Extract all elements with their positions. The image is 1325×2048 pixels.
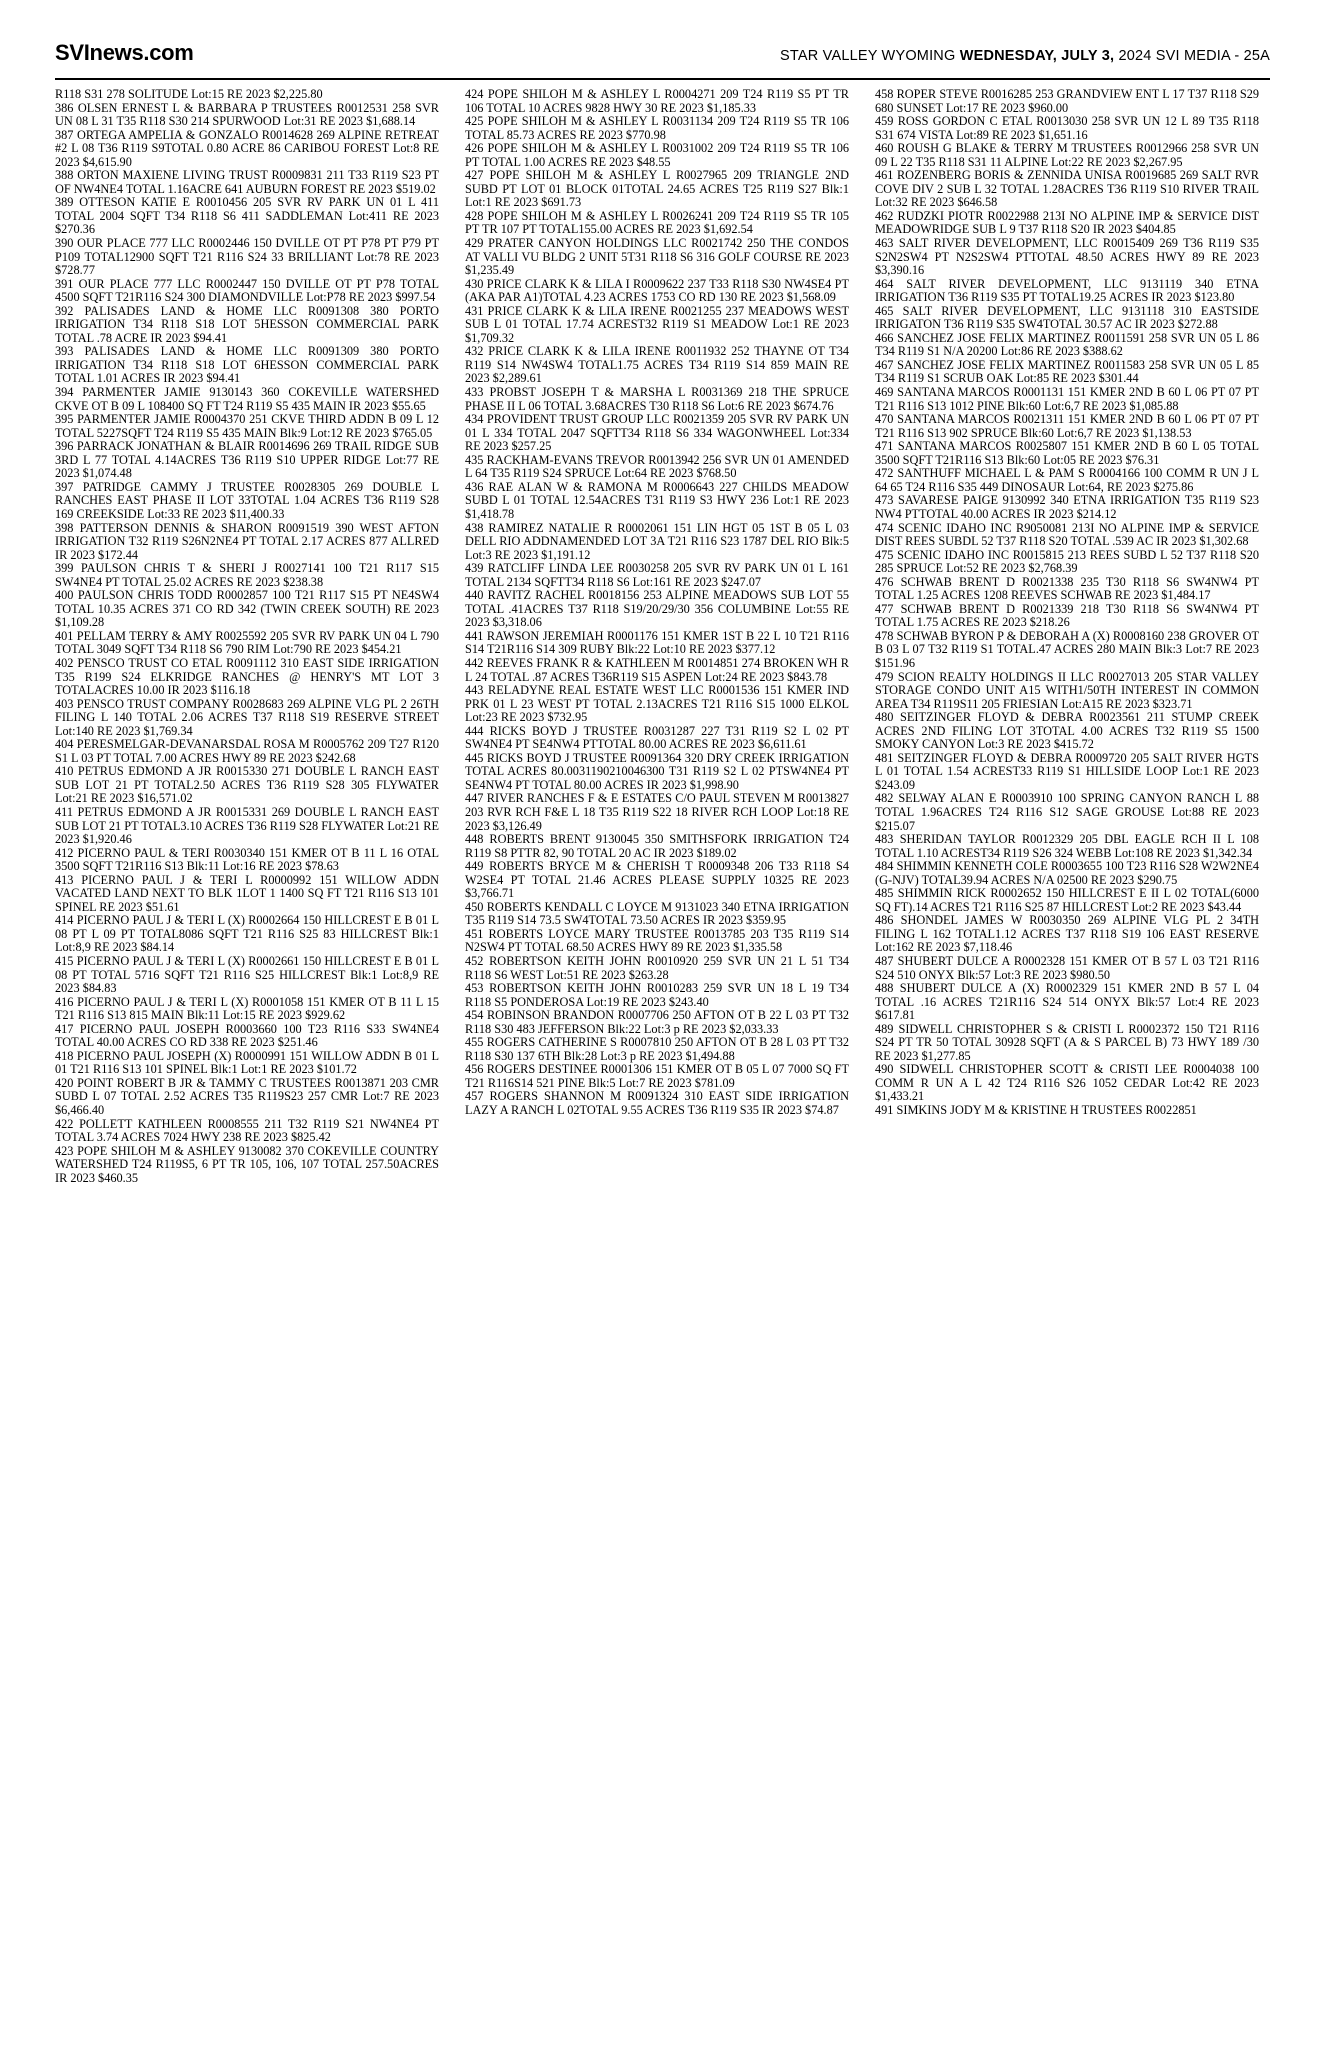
notice-entry: 471 SANTANA MARCOS R0025807 151 KMER 2ND B 60 L 05 TOTAL 3500 SQFT T21R116 S13 Blk:60 Lot:05 RE 2023 $76.31 xyxy=(875,439,1259,467)
notice-entry: 387 ORTEGA AMPELIA & GONZALO R0014628 269 ALPINE RETREAT #2 L 08 T36 R119 S9TOTAL 0.80 ACRE 86 CARIBOU FOREST Lot:8 RE 2023 $4,615.90 xyxy=(55,127,439,169)
notice-entry: 474 SCENIC IDAHO INC R9050081 213I NO ALPINE IMP & SERVICE DIST REES SUBDL 52 T37 R118 S20 TOTAL .539 AC IR 2023 $1,302.68 xyxy=(875,520,1259,549)
notice-entry: 480 SEITZINGER FLOYD & DEBRA R0023561 211 STUMP CREEK ACRES 2ND FILING LOT 3TOTAL 4.00 ACRES T32 R119 S5 1500 SMOKY CANYON Lot:3 RE 2023 $415.72 xyxy=(875,710,1259,752)
notice-entry: 485 SHIMMIN RICK R0002652 150 HILLCREST E II L 02 TOTAL(6000 SQ FT).14 ACRES T21 R116 S25 87 HILLCREST Lot:2 RE 2023 $43.44 xyxy=(875,886,1259,914)
notice-entry: 467 SANCHEZ JOSE FELIX MARTINEZ R0011583 258 SVR UN 05 L 85 T34 R119 S1 SCRUB OAK Lot:85 RE 2023 $301.44 xyxy=(875,357,1259,386)
notice-entry: 418 PICERNO PAUL JOSEPH (X) R0000991 151 WILLOW ADDN B 01 L 01 T21 R116 S13 101 SPINEL Blk:1 Lot:1 RE 2023 $101.72 xyxy=(55,1048,439,1077)
notice-entry: 440 RAVITZ RACHEL R0018156 253 ALPINE MEADOWS SUB LOT 55 TOTAL .41ACRES T37 R118 S19/20/29/30 356 COLUMBINE Lot:55 RE 2023 $3,318.06 xyxy=(465,588,849,630)
notice-entry: 393 PALISADES LAND & HOME LLC R0091309 380 PORTO IRRIGATION T34 R118 S18 LOT 6HESSON COMMERCIAL PARK TOTAL 1.01 ACRES IR 2023 $94.41 xyxy=(55,344,439,386)
notice-entry: 482 SELWAY ALAN E R0003910 100 SPRING CANYON RANCH L 88 TOTAL 1.96ACRES T24 R116 S12 SAGE GROUSE Lot:88 RE 2023 $215.07 xyxy=(875,791,1259,833)
notice-entry: 435 RACKHAM-EVANS TREVOR R0013942 256 SVR UN 01 AMENDED L 64 T35 R119 S24 SPRUCE Lot:64 RE 2023 $768.50 xyxy=(465,452,849,481)
notice-entry: 414 PICERNO PAUL J & TERI L (X) R0002664 150 HILLCREST E B 01 L 08 PT L 09 PT TOTAL8086 SQFT T21 R116 S25 83 HILLCREST Blk:1 Lot:8,9 RE 2023 $84.14 xyxy=(55,913,439,955)
notice-entry: 436 RAE ALAN W & RAMONA M R0006643 227 CHILDS MEADOW SUBD L 01 TOTAL 12.54ACRES T31 R119 S3 HWY 236 Lot:1 RE 2023 $1,418.78 xyxy=(465,479,849,521)
notice-entry: 443 RELADYNE REAL ESTATE WEST LLC R0001536 151 KMER IND PRK 01 L 23 WEST PT TOTAL 2.13ACRES T21 R116 S15 1000 ELKOL Lot:23 RE 2023 $732.95 xyxy=(465,683,849,725)
notice-entry: 411 PETRUS EDMOND A JR R0015331 269 DOUBLE L RANCH EAST SUB LOT 21 PT TOTAL3.10 ACRES T36 R119 S28 FLYWATER Lot:21 RE 2023 $1,920.46 xyxy=(55,804,439,847)
notice-entry: 439 RATCLIFF LINDA LEE R0030258 205 SVR RV PARK UN 01 L 161 TOTAL 2134 SQFTT34 R118 S6 Lot:161 RE 2023 $247.07 xyxy=(465,561,849,589)
notice-entry: 479 SCION REALTY HOLDINGS II LLC R0027013 205 STAR VALLEY STORAGE CONDO UNIT A15 WITH1/50TH INTEREST IN COMMON AREA T34 R119S11 205 FRIESIAN Lot:A15 RE 2023 $323.71 xyxy=(875,669,1259,711)
masthead-location: STAR VALLEY WYOMING xyxy=(780,48,960,64)
notice-entry: 400 PAULSON CHRIS TODD R0002857 100 T21 R117 S15 PT NE4SW4 TOTAL 10.35 ACRES 371 CO RD 342 (TWIN CREEK SOUTH) RE 2023 $1,109.28 xyxy=(55,588,439,630)
notice-entry: 466 SANCHEZ JOSE FELIX MARTINEZ R0011591 258 SVR UN 05 L 86 T34 R119 S1 N/A 20200 Lot:86 RE 2023 $388.62 xyxy=(875,330,1259,359)
notice-entry: 396 PARRACK JONATHAN & BLAIR R0014696 269 TRAIL RIDGE SUB 3RD L 77 TOTAL 4.14ACRES T36 R119 S10 UPPER RIDGE Lot:77 RE 2023 $1,074.48 xyxy=(55,439,439,481)
notice-entry: 388 ORTON MAXIENE LIVING TRUST R0009831 211 T33 R119 S23 PT OF NW4NE4 TOTAL 1.16ACRE 641 AUBURN FOREST RE 2023 $519.02 xyxy=(55,168,439,196)
notice-entry: 444 RICKS BOYD J TRUSTEE R0031287 227 T31 R119 S2 L 02 PT SW4NE4 PT SE4NW4 PTTOTAL 80.00 ACRES RE 2023 $6,611.61 xyxy=(465,723,849,752)
notice-entry: 392 PALISADES LAND & HOME LLC R0091308 380 PORTO IRRIGATION T34 R118 S18 LOT 5HESSON COMMERCIAL PARK TOTAL .78 ACRE IR 2023 $94.41 xyxy=(55,303,439,345)
notice-entry: 454 ROBINSON BRANDON R0007706 250 AFTON OT B 22 L 03 PT T32 R118 S30 483 JEFFERSON Blk:22 Lot:3 p RE 2023 $2,033.33 xyxy=(465,1008,849,1036)
notice-entry: 433 PROBST JOSEPH T & MARSHA L R0031369 218 THE SPRUCE PHASE II L 06 TOTAL 3.68ACRES T30 R118 S6 Lot:6 RE 2023 $674.76 xyxy=(465,385,849,413)
notice-entry: 410 PETRUS EDMOND A JR R0015330 271 DOUBLE L RANCH EAST SUB LOT 21 PT TOTAL2.50 ACRES T36 R119 S28 305 FLYWATER Lot:21 RE 2023 $16,571.02 xyxy=(55,764,439,806)
notice-entry: 416 PICERNO PAUL J & TERI L (X) R0001058 151 KMER OT B 11 L 15 T21 R116 S13 815 MAIN Blk:11 Lot:15 RE 2023 $929.62 xyxy=(55,994,439,1023)
notice-entry: R118 S31 278 SOLITUDE Lot:15 RE 2023 $2,225.80 xyxy=(55,87,323,101)
masthead-site-name: SVInews.com xyxy=(55,40,194,65)
notice-entry: 470 SANTANA MARCOS R0021311 151 KMER 2ND B 60 L 06 PT 07 PT T21 R116 S13 902 SPRUCE Blk:60 Lot:6,7 RE 2023 $1,138.53 xyxy=(875,412,1259,440)
notice-entry: 391 OUR PLACE 777 LLC R0002447 150 DVILLE OT PT P78 TOTAL 4500 SQFT T21R116 S24 300 DIAMONDVILLE Lot:P78 RE 2023 $997.54 xyxy=(55,276,439,305)
notice-entry: 481 SEITZINGER FLOYD & DEBRA R0009720 205 SALT RIVER HGTS L 01 TOTAL 1.54 ACREST33 R119 S1 HILLSIDE LOOP Lot:1 RE 2023 $243.09 xyxy=(875,750,1259,792)
notice-entry: 390 OUR PLACE 777 LLC R0002446 150 DVILLE OT PT P78 PT P79 PT P109 TOTAL12900 SQFT T21 R116 S24 33 BRILLIANT Lot:78 RE 2023 $728.77 xyxy=(55,236,439,278)
notice-entry: 422 POLLETT KATHLEEN R0008555 211 T32 R119 S21 NW4NE4 PT TOTAL 3.74 ACRES 7024 HWY 238 RE 2023 $825.42 xyxy=(55,1116,439,1145)
notice-entry: 477 SCHWAB BRENT D R0021339 218 T30 R118 S6 SW4NW4 PT TOTAL 1.75 ACRES RE 2023 $218.26 xyxy=(875,601,1259,630)
notice-entry: 395 PARMENTER JAMIE R0004370 251 CKVE THIRD ADDN B 09 L 12 TOTAL 5227SQFT T24 R119 S5 435 MAIN Blk:9 Lot:12 RE 2023 $765.05 xyxy=(55,412,439,440)
notice-entry: 398 PATTERSON DENNIS & SHARON R0091519 390 WEST AFTON IRRIGATION T32 R119 S26N2NE4 PT TOTAL 2.17 ACRES 877 ALLRED IR 2023 $172.44 xyxy=(55,520,439,562)
notice-entry: 404 PERESMELGAR-DEVANARSDAL ROSA M R0005762 209 T27 R120 S1 L 03 PT TOTAL 7.00 ACRES HWY 89 RE 2023 $242.68 xyxy=(55,737,439,765)
notice-entry: 465 SALT RIVER DEVELOPMENT, LLC 9131118 310 EASTSIDE IRRIGATON T36 R119 S35 SW4TOTAL 30.57 AC IR 2023 $272.88 xyxy=(875,303,1259,332)
notice-entry: 464 SALT RIVER DEVELOPMENT, LLC 9131119 340 ETNA IRRIGATION T36 R119 S35 PT TOTAL19.25 ACRES IR 2023 $123.80 xyxy=(875,276,1259,305)
masthead-date: WEDNESDAY, JULY 3, xyxy=(959,48,1115,64)
notice-entry: 483 SHERIDAN TAYLOR R0012329 205 DBL EAGLE RCH II L 108 TOTAL 1.10 ACREST34 R119 S26 324 WEBB Lot:108 RE 2023 $1,342.34 xyxy=(875,832,1259,860)
notice-entry: 490 SIDWELL CHRISTOPHER SCOTT & CRISTI LEE R0004038 100 COMM R UN A L 42 T24 R116 S26 1052 CEDAR Lot:42 RE 2023 $1,433.21 xyxy=(875,1062,1259,1104)
notice-entry: 424 POPE SHILOH M & ASHLEY L R0004271 209 T24 R119 S5 PT TR 106 TOTAL 10 ACRES 9828 HWY 30 RE 2023 $1,185.33 xyxy=(465,87,849,115)
notice-entry: 462 RUDZKI PIOTR R0022988 213I NO ALPINE IMP & SERVICE DIST MEADOWRIDGE SUB L 9 T37 R118 S20 IR 2023 $404.85 xyxy=(875,208,1259,237)
notice-entry: 489 SIDWELL CHRISTOPHER S & CRISTI L R0002372 150 T21 R116 S24 PT TR 50 TOTAL 30928 SQFT (A & S PARCEL B) 73 HWY 189 /30 RE 2023 $1,277.85 xyxy=(875,1021,1259,1063)
notice-entry: 459 ROSS GORDON C ETAL R0013030 258 SVR UN 12 L 89 T35 R118 S31 674 VISTA Lot:89 RE 2023 $1,651.16 xyxy=(875,114,1259,142)
notice-entry: 428 POPE SHILOH M & ASHLEY L R0026241 209 T24 R119 S5 TR 105 PT TR 107 PT TOTAL155.00 ACRES RE 2023 $1,692.54 xyxy=(465,208,849,237)
notice-entry: 461 ROZENBERG BORIS & ZENNIDA UNISA R0019685 269 SALT RVR COVE DIV 2 SUB L 32 TOTAL 1.28ACRES T36 R119 S10 RIVER TRAIL Lot:32 RE 2023 $646.58 xyxy=(875,168,1259,210)
notice-entry: 399 PAULSON CHRIS T & SHERI J R0027141 100 T21 R117 S15 SW4NE4 PT TOTAL 25.02 ACRES RE 2023 $238.38 xyxy=(55,561,439,589)
notice-entry: 472 SANTHUFF MICHAEL L & PAM S R0004166 100 COMM R UN J L 64 65 T24 R116 S35 449 DINOSAUR Lot:64, RE 2023 $275.86 xyxy=(875,466,1259,494)
notice-entry: 491 SIMKINS JODY M & KRISTINE H TRUSTEES R0022851 xyxy=(875,1103,1197,1118)
notice-entry: 463 SALT RIVER DEVELOPMENT, LLC R0015409 269 T36 R119 S35 S2N2SW4 PT N2S2SW4 PTTOTAL 48.50 ACRES HWY 89 RE 2023 $3,390.16 xyxy=(875,236,1259,278)
notice-entry: 478 SCHWAB BYRON P & DEBORAH A (X) R0008160 238 GROVER OT B 03 L 07 T32 R119 S1 TOTAL.47 ACRES 280 MAIN Blk:3 Lot:7 RE 2023 $151.96 xyxy=(875,628,1259,670)
notice-entry: 397 PATRIDGE CAMMY J TRUSTEE R0028305 269 DOUBLE L RANCHES EAST PHASE II LOT 33TOTAL 1.04 ACRES T36 R119 S28 169 CREEKSIDE Lot:33 RE 2023 $11,400.33 xyxy=(55,479,439,521)
notice-entry: 486 SHONDEL JAMES W R0030350 269 ALPINE VLG PL 2 34TH FILING L 162 TOTAL1.12 ACRES T37 R118 S19 106 EAST RESERVE Lot:162 RE 2023 $7,118.46 xyxy=(875,913,1259,955)
notice-entry: 426 POPE SHILOH M & ASHLEY L R0031002 209 T24 R119 S5 TR 106 PT TOTAL 1.00 ACRES RE 2023 $48.55 xyxy=(465,141,849,169)
notice-entry: 429 PRATER CANYON HOLDINGS LLC R0021742 250 THE CONDOS AT VALLI VU BLDG 2 UNIT 5T31 R118 S6 316 GOLF COURSE RE 2023 $1,235.49 xyxy=(465,236,849,278)
masthead xyxy=(55,40,1270,74)
notice-entry: 487 SHUBERT DULCE A R0002328 151 KMER OT B 57 L 03 T21 R116 S24 510 ONYX Blk:57 Lot:3 RE 2023 $980.50 xyxy=(875,954,1259,982)
notice-entry: 432 PRICE CLARK K & LILA IRENE R0011932 252 THAYNE OT T34 R119 S14 NW4SW4 TOTAL1.75 ACRES T34 R119 S14 859 MAIN RE 2023 $2,289.61 xyxy=(465,344,849,386)
notice-entry: 453 ROBERTSON KEITH JOHN R0010283 259 SVR UN 18 L 19 T34 R118 S5 PONDEROSA Lot:19 RE 2023 $243.40 xyxy=(465,981,849,1009)
notice-entry: 425 POPE SHILOH M & ASHLEY L R0031134 209 T24 R119 S5 TR 106 TOTAL 85.73 ACRES RE 2023 $770.98 xyxy=(465,114,849,142)
legal-notice-columns xyxy=(55,88,1270,2018)
notice-entry: 389 OTTESON KATIE E R0010456 205 SVR RV PARK UN 01 L 411 TOTAL 2004 SQFT T34 R118 S6 411 SADDLEMAN Lot:411 RE 2023 $270.36 xyxy=(55,195,439,237)
notice-entry: 412 PICERNO PAUL & TERI R0030340 151 KMER OT B 11 L 16 OTAL 3500 SQFT T21R116 S13 Blk:11 Lot:16 RE 2023 $78.63 xyxy=(55,845,439,874)
notice-entry: 452 ROBERTSON KEITH JOHN R0010920 259 SVR UN 21 L 51 T34 R118 S6 WEST Lot:51 RE 2023 $263.28 xyxy=(465,954,849,982)
notice-entry: 475 SCENIC IDAHO INC R0015815 213 REES SUBD L 52 T37 R118 S20 285 SPRUCE Lot:52 RE 2023 $2,768.39 xyxy=(875,547,1259,576)
notice-entry: 415 PICERNO PAUL J & TERI L (X) R0002661 150 HILLCREST E B 01 L 08 PT TOTAL 5716 SQFT T21 R116 S25 HILLCREST Blk:1 Lot:8,9 RE 2023 $84.83 xyxy=(55,954,439,996)
notice-entry: 488 SHUBERT DULCE A (X) R0002329 151 KMER 2ND B 57 L 04 TOTAL .16 ACRES T21R116 S24 514 ONYX Blk:57 Lot:4 RE 2023 $617.81 xyxy=(875,981,1259,1023)
notice-entry: 445 RICKS BOYD J TRUSTEE R0091364 320 DRY CREEK IRRIGATION TOTAL ACRES 80.0031190210046300 T31 R119 S2 L 02 PTSW4NE4 PT SE4NW4 PT TOTAL 80.00 ACRES IR 2023 $1,998.90 xyxy=(465,750,849,792)
notice-entry: 447 RIVER RANCHES F & E ESTATES C/O PAUL STEVEN M R0013827 203 RVR RCH F&E L 18 T35 R119 S22 18 RIVER RCH LOOP Lot:18 RE 2023 $3,126.49 xyxy=(465,791,849,833)
notice-entry: 458 ROPER STEVE R0016285 253 GRANDVIEW ENT L 17 T37 R118 S29 680 SUNSET Lot:17 RE 2023 $960.00 xyxy=(875,87,1259,115)
column-1 xyxy=(55,88,439,2018)
notice-entry: 402 PENSCO TRUST CO ETAL R0091112 310 EAST SIDE IRRIGATION T35 R199 S24 ELKRIDGE RANCHES @ HENRY'S MT LOT 3 TOTALACRES 10.00 IR 2023 $116.18 xyxy=(55,655,439,698)
notice-entry: 457 ROGERS SHANNON M R0091324 310 EAST SIDE IRRIGATION LAZY A RANCH L 02TOTAL 9.55 ACRES T36 R119 S35 IR 2023 $74.87 xyxy=(465,1089,849,1118)
notice-entry: 438 RAMIREZ NATALIE R R0002061 151 LIN HGT 05 1ST B 05 L 03 DELL RIO ADDNAMENDED LOT 3A T21 R116 S23 1787 DEL RIO Blk:5 Lot:3 RE 2023 $1,191.12 xyxy=(465,520,849,562)
notice-entry: 449 ROBERTS BRYCE M & CHERISH T R0009348 206 T33 R118 S4 W2SE4 PT TOTAL 21.46 ACRES PLEASE SUPPLY 10325 RE 2023 $3,766.71 xyxy=(465,859,849,901)
notice-entry: 460 ROUSH G BLAKE & TERRY M TRUSTEES R0012966 258 SVR UN 09 L 22 T35 R118 S31 11 ALPINE Lot:22 RE 2023 $2,267.95 xyxy=(875,141,1259,169)
notice-entry: 469 SANTANA MARCOS R0001131 151 KMER 2ND B 60 L 06 PT 07 PT T21 R116 S13 1012 PINE Blk:60 Lot:6,7 RE 2023 $1,085.88 xyxy=(875,385,1259,413)
notice-entry: 448 ROBERTS BRENT 9130045 350 SMITHSFORK IRRIGATION T24 R119 S8 PTTR 82, 90 TOTAL 20 AC IR 2023 $189.02 xyxy=(465,832,849,860)
notice-entry: 394 PARMENTER JAMIE 9130143 360 COKEVILLE WATERSHED CKVE OT B 09 L 108400 SQ FT T24 R119 S5 435 MAIN IR 2023 $55.65 xyxy=(55,385,439,413)
notice-entry: 386 OLSEN ERNEST L & BARBARA P TRUSTEES R0012531 258 SVR UN 08 L 31 T35 R118 S30 214 SPURWOOD Lot:31 RE 2023 $1,688.14 xyxy=(55,100,439,129)
column-3 xyxy=(875,88,1259,2018)
notice-entry: 420 POINT ROBERT B JR & TAMMY C TRUSTEES R0013871 203 CMR SUBD L 07 TOTAL 2.52 ACRES T35 R119S23 257 CMR Lot:7 RE 2023 $6,466.40 xyxy=(55,1075,439,1118)
notice-entry: 473 SAVARESE PAIGE 9130992 340 ETNA IRRIGATION T35 R119 S23 NW4 PTTOTAL 40.00 ACRES IR 2023 $214.12 xyxy=(875,493,1259,521)
notice-entry: 403 PENSCO TRUST COMPANY R0028683 269 ALPINE VLG PL 2 26TH FILING L 140 TOTAL 2.06 ACRES T37 R118 S19 RESERVE STREET Lot:140 RE 2023 $1,769.34 xyxy=(55,696,439,738)
notice-entry: 423 POPE SHILOH M & ASHLEY 9130082 370 COKEVILLE COUNTRY WATERSHED T24 R119S5, 6 PT TR 105, 106, 107 TOTAL 257.50ACRES IR 2023 $460.35 xyxy=(55,1143,439,1185)
notice-entry: 401 PELLAM TERRY & AMY R0025592 205 SVR RV PARK UN 04 L 790 TOTAL 3049 SQFT T34 R118 S6 790 RIM Lot:790 RE 2023 $454.21 xyxy=(55,628,439,657)
masthead-divider xyxy=(55,78,1270,80)
notice-entry: 442 REEVES FRANK R & KATHLEEN M R0014851 274 BROKEN WH R L 24 TOTAL .87 ACRES T36R119 S15 ASPEN Lot:24 RE 2023 $843.78 xyxy=(465,655,849,684)
notice-entry: 455 ROGERS CATHERINE S R0007810 250 AFTON OT B 28 L 03 PT T32 R118 S30 137 6TH Blk:28 Lot:3 p RE 2023 $1,494.88 xyxy=(465,1035,849,1063)
masthead-publisher: 2024 SVI MEDIA - 25A xyxy=(1114,48,1270,64)
notice-entry: 484 SHIMMIN KENNETH COLE R0003655 100 T23 R116 S28 W2W2NE4 (G-NJV) TOTAL39.94 ACRES N/A 02500 RE 2023 $290.75 xyxy=(875,859,1259,887)
notice-entry: 451 ROBERTS LOYCE MARY TRUSTEE R0013785 203 T35 R119 S14 N2SW4 PT TOTAL 68.50 ACRES HWY 89 RE 2023 $1,335.58 xyxy=(465,926,849,955)
column-2 xyxy=(465,88,849,2018)
notice-entry: 427 POPE SHILOH M & ASHLEY L R0027965 209 TRIANGLE 2ND SUBD PT LOT 01 BLOCK 01TOTAL 24.65 ACRES T25 R119 S27 Blk:1 Lot:1 RE 2023 $691.73 xyxy=(465,168,849,210)
notice-entry: 456 ROGERS DESTINEE R0001306 151 KMER OT B 05 L 07 7000 SQ FT T21 R116S14 521 PINE Blk:5 Lot:7 RE 2023 $781.09 xyxy=(465,1062,849,1090)
notice-entry: 417 PICERNO PAUL JOSEPH R0003660 100 T23 R116 S33 SW4NE4 TOTAL 40.00 ACRES CO RD 338 RE 2023 $251.46 xyxy=(55,1021,439,1050)
notice-entry: 476 SCHWAB BRENT D R0021338 235 T30 R118 S6 SW4NW4 PT TOTAL 1.25 ACRES 1208 REEVES SCHWAB RE 2023 $1,484.17 xyxy=(875,574,1259,603)
notice-entry: 434 PROVIDENT TRUST GROUP LLC R0021359 205 SVR RV PARK UN 01 L 334 TOTAL 2047 SQFTT34 R118 S6 334 WAGONWHEEL Lot:334 RE 2023 $257.25 xyxy=(465,412,849,454)
notice-entry: 430 PRICE CLARK K & LILA I R0009622 237 T33 R118 S30 NW4SE4 PT (AKA PAR A1)TOTAL 4.23 ACRES 1753 CO RD 130 RE 2023 $1,568.09 xyxy=(465,276,849,305)
notice-entry: 441 RAWSON JEREMIAH R0001176 151 KMER 1ST B 22 L 10 T21 R116 S14 T21R116 S14 309 RUBY Blk:22 Lot:10 RE 2023 $377.12 xyxy=(465,628,849,657)
notice-entry: 431 PRICE CLARK K & LILA IRENE R0021255 237 MEADOWS WEST SUB L 01 TOTAL 17.74 ACREST32 R119 S1 MEADOW Lot:1 RE 2023 $1,709.32 xyxy=(465,303,849,345)
masthead-edition-line xyxy=(780,48,1270,64)
notice-entry: 413 PICERNO PAUL J & TERI L R0000992 151 WILLOW ADDN VACATED LAND NEXT TO BLK 1LOT 1 1400 SQ FT T21 R116 S13 101 SPINEL RE 2023 $51.61 xyxy=(55,872,439,914)
notice-entry: 450 ROBERTS KENDALL C LOYCE M 9131023 340 ETNA IRRIGATION T35 R119 S14 73.5 SW4TOTAL 73.50 ACRES IR 2023 $359.95 xyxy=(465,899,849,928)
